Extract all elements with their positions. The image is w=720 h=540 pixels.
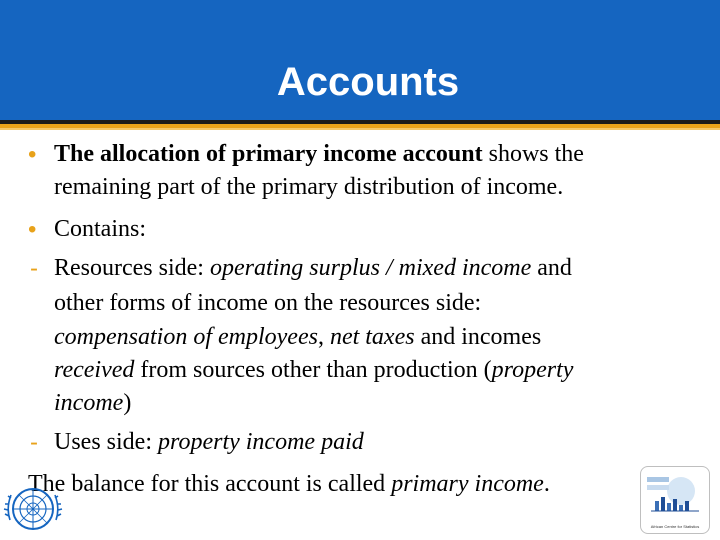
text-run: Uses side: [54,429,158,455]
text-run: , [317,324,330,350]
text-run: The balance for this account is called [28,471,392,497]
text-run: and incomes [414,324,542,350]
slide-title [0,60,720,105]
divider-light [0,128,720,130]
bold-term: The allocation of primary income account [54,141,483,167]
dash-marker: - [30,255,38,282]
dash-1-line-4 [54,356,573,385]
acs-logo [640,466,710,534]
italic-term: compensation of employees [54,324,318,350]
dash-1-line-2: other forms of income on the resources side: [54,290,482,316]
text-run: ) [123,390,132,416]
un-emblem-icon [2,478,64,540]
italic-term: property [491,357,574,383]
dash-1-line-1 [54,254,572,283]
bullet-marker: • [28,216,37,243]
closing-statement [28,470,550,499]
text-run: and [531,255,572,281]
bullet-2: Contains: [54,216,147,242]
italic-term: income [54,390,124,416]
italic-term: received [54,357,135,383]
italic-term: primary income [391,471,544,497]
bullet-1-line-1 [54,140,584,169]
italic-term: net taxes [329,324,415,350]
italic-term: operating surplus / mixed income [209,255,532,281]
text-run: . [543,471,550,497]
dash-marker: - [30,429,38,456]
acs-logo-caption: African Centre for Statistics [650,524,700,529]
text-run: Resources side: [54,255,210,281]
text-run: from sources other than production ( [134,357,492,383]
dash-1-line-3 [54,323,541,352]
italic-term: property income paid [158,429,364,455]
bullet-1-line-2: remaining part of the primary distribution of income. [54,174,564,200]
bullet-marker: • [28,141,37,168]
slide-title-text: Accounts [276,60,460,104]
dash-1-line-5 [54,389,131,418]
dash-2 [54,428,364,457]
acs-emblem-icon [641,467,709,517]
text-run: shows the [482,141,584,167]
